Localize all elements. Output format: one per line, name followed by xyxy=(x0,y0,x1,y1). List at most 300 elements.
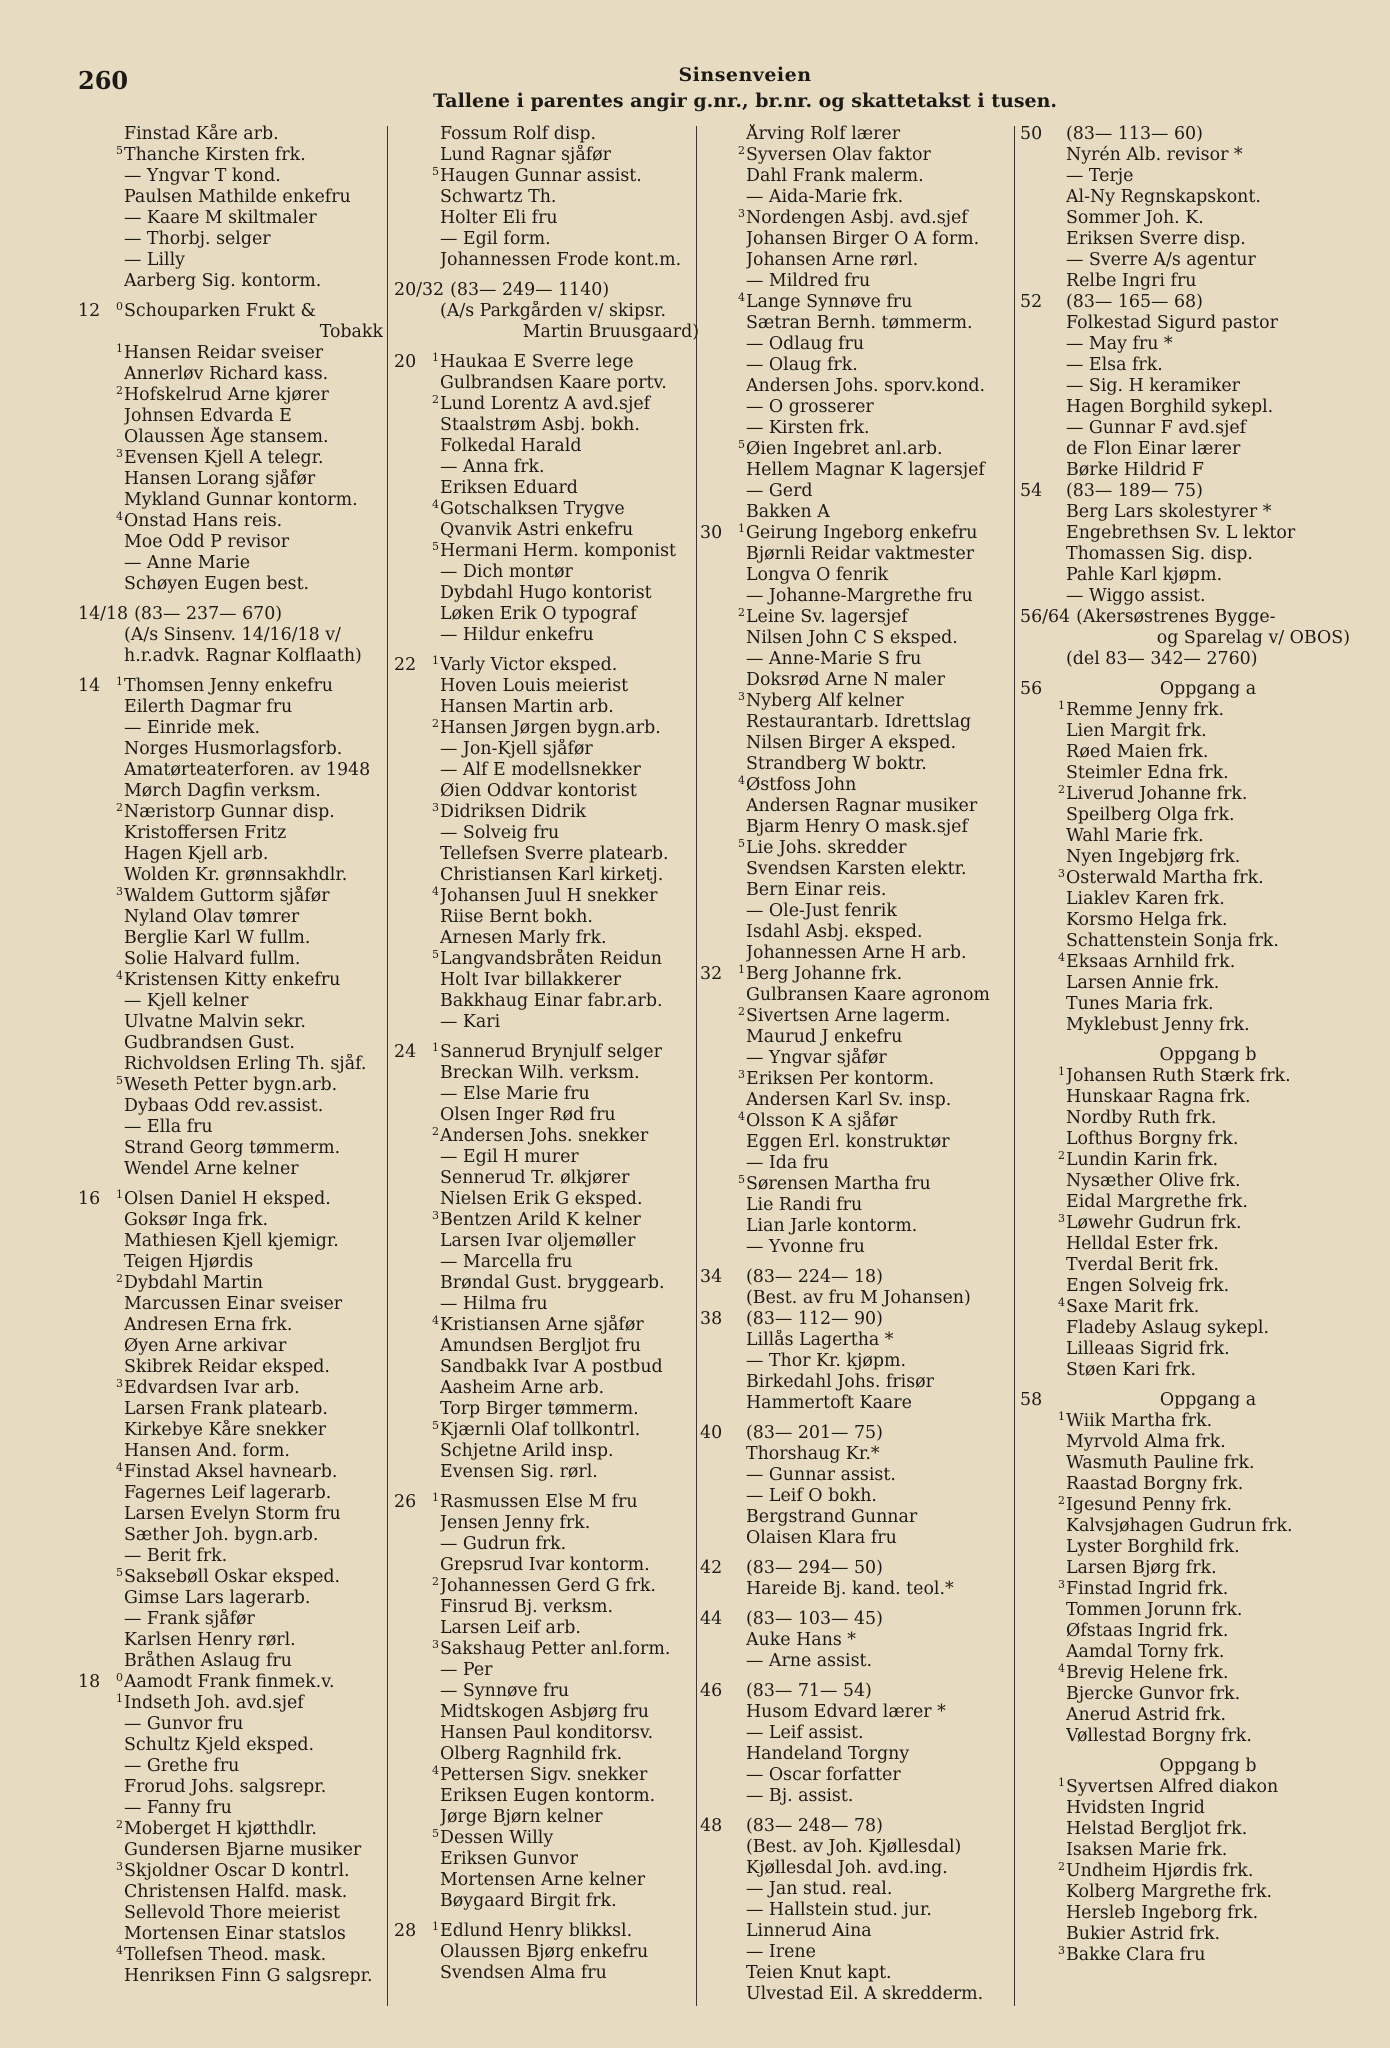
directory-entry xyxy=(78,1966,383,1987)
resident-text: — Jan stud. real. xyxy=(746,1879,893,1899)
resident-text: Jensen Jenny frk. xyxy=(440,1513,591,1533)
resident-text: Onstad Hans reis. xyxy=(124,511,283,531)
directory-entry xyxy=(78,781,383,802)
resident-text: Løken Erik O typograf xyxy=(440,604,637,624)
resident-text: Tverdal Berit frk. xyxy=(1066,1255,1219,1275)
directory-entry xyxy=(78,448,383,469)
resident-text: Longva O fenrik xyxy=(746,565,889,585)
directory-entry xyxy=(700,1900,1022,1921)
resident-text: Fladeby Aslaug sykepl. xyxy=(1066,1318,1269,1338)
directory-entry xyxy=(394,823,699,844)
resident-text: Nordby Ruth frk. xyxy=(1066,1108,1217,1128)
resident-text: — Thor Kr. kjøpm. xyxy=(746,1351,907,1371)
directory-entry xyxy=(394,1492,699,1513)
resident-text: Waldem Guttorm sjåfør xyxy=(124,886,330,906)
directory-entry xyxy=(700,1393,1022,1414)
resident-text: Liverud Johanne frk. xyxy=(1066,784,1248,804)
floor-number: 4 xyxy=(738,292,745,304)
resident-text: Richvoldsen Erling Th. sjåf. xyxy=(124,1054,367,1074)
resident-text: Liaklev Karen frk. xyxy=(1066,889,1225,909)
directory-entry xyxy=(700,376,1022,397)
directory-entry xyxy=(394,1660,699,1681)
directory-entry xyxy=(394,520,699,541)
resident-text: Kjøllesdal Joh. avd.ing. xyxy=(746,1858,948,1878)
resident-text: Lillås Lagertha * xyxy=(746,1330,894,1350)
resident-text: Eilerth Dagmar fru xyxy=(124,697,293,717)
directory-entry xyxy=(700,1267,1022,1288)
resident-text: Bjørnli Reidar vaktmester xyxy=(746,544,975,564)
resident-text: Jørge Bjørn kelner xyxy=(440,1807,603,1827)
resident-text: Pahle Karl kjøpm. xyxy=(1066,565,1223,585)
resident-text: — Gunvor fru xyxy=(124,1714,244,1734)
directory-entry xyxy=(394,907,699,928)
floor-number: 1 xyxy=(432,1042,439,1054)
resident-text: Moe Odd P revisor xyxy=(124,532,290,552)
directory-entry xyxy=(78,1546,383,1567)
resident-text: — Marcella fru xyxy=(440,1252,573,1272)
directory-entry xyxy=(78,1336,383,1357)
resident-text: Fossum Rolf disp. xyxy=(440,124,597,144)
house-number: 38 xyxy=(700,1309,723,1329)
resident-text: Johannessen Gerd G frk. xyxy=(440,1576,656,1596)
directory-entry xyxy=(700,880,1022,901)
directory-entry xyxy=(700,1786,1022,1807)
resident-text: Pettersen Sigv. snekker xyxy=(440,1765,648,1785)
resident-text: (83— 294— 50) xyxy=(746,1558,883,1578)
directory-entry xyxy=(78,1378,383,1399)
resident-text: Grepsrud Ivar kontorm. xyxy=(440,1555,650,1575)
directory-entry xyxy=(78,1315,383,1336)
resident-text: Johansen Birger O A form. xyxy=(746,229,980,249)
directory-entry xyxy=(1020,1171,1350,1192)
directory-entry xyxy=(394,373,699,394)
directory-entry xyxy=(1020,355,1350,376)
resident-text: Bjercke Gunvor frk. xyxy=(1066,1684,1241,1704)
resident-text: Gudbrandsen Gust. xyxy=(124,1033,295,1053)
directory-entry xyxy=(700,796,1022,817)
directory-entry xyxy=(78,949,383,970)
directory-entry xyxy=(700,1423,1022,1444)
resident-text: Eriksen Sverre disp. xyxy=(1066,229,1246,249)
resident-text: — May fru * xyxy=(1066,334,1173,354)
directory-entry xyxy=(700,1723,1022,1744)
resident-text: — Ella fru xyxy=(124,1117,213,1137)
floor-number: 2 xyxy=(738,607,745,619)
resident-text: — Sig. H keramiker xyxy=(1066,376,1240,396)
resident-text: (Akersøstrenes Bygge- xyxy=(1076,607,1276,627)
house-number: 26 xyxy=(394,1492,417,1512)
directory-entry xyxy=(1020,931,1350,952)
directory-entry xyxy=(78,385,383,406)
directory-entry xyxy=(394,124,699,145)
directory-entry xyxy=(700,1309,1022,1330)
directory-entry xyxy=(1020,889,1350,910)
resident-text: (83— 224— 18) xyxy=(746,1267,883,1287)
resident-text: Schøyen Eugen best. xyxy=(124,574,310,594)
resident-text: Lie Randi fru xyxy=(746,1195,863,1215)
resident-text: Lofthus Borgny frk. xyxy=(1066,1129,1239,1149)
resident-text: Olaisen Klara fru xyxy=(746,1528,897,1548)
floor-number: 5 xyxy=(432,949,439,961)
directory-entry xyxy=(394,1765,699,1786)
directory-entry xyxy=(700,1027,1022,1048)
resident-text: Mørch Dagfin verksm. xyxy=(124,781,321,801)
resident-text: Engen Solveig frk. xyxy=(1066,1276,1230,1296)
directory-entry xyxy=(1020,1129,1350,1150)
resident-text: — Anne Marie xyxy=(124,553,251,573)
section-gap xyxy=(394,646,699,655)
resident-text: Sæther Joh. bygn.arb. xyxy=(124,1525,319,1545)
resident-text: Henriksen Finn G salgsrepr. xyxy=(124,1966,373,1986)
resident-text: Wendel Arne kelner xyxy=(124,1159,299,1179)
directory-entry xyxy=(78,553,383,574)
directory-entry xyxy=(1020,544,1350,565)
directory-entry xyxy=(394,1891,699,1912)
house-number: 32 xyxy=(700,964,723,984)
directory-entry xyxy=(1020,1621,1350,1642)
directory-entry xyxy=(1020,1882,1350,1903)
directory-entry xyxy=(1020,1516,1350,1537)
directory-entry xyxy=(700,1651,1022,1672)
directory-entry xyxy=(700,586,1022,607)
resident-text: — Kari xyxy=(440,1012,501,1032)
floor-number: 0 xyxy=(116,301,123,313)
directory-entry xyxy=(700,943,1022,964)
resident-text: Brøndal Gust. bryggearb. xyxy=(440,1273,665,1293)
floor-number: 2 xyxy=(432,1576,439,1588)
directory-entry xyxy=(394,1828,699,1849)
directory-entry xyxy=(1020,376,1350,397)
directory-entry xyxy=(1020,292,1350,313)
resident-text: Rasmussen Else M fru xyxy=(440,1492,638,1512)
directory-entry xyxy=(78,1882,383,1903)
directory-entry xyxy=(700,628,1022,649)
resident-text: Johnsen Edvarda E xyxy=(124,406,292,426)
directory-entry xyxy=(78,1777,383,1798)
house-number: 50 xyxy=(1020,124,1043,144)
directory-entry xyxy=(78,1525,383,1546)
resident-text: Isdahl Asbj. eksped. xyxy=(746,922,923,942)
directory-entry xyxy=(1020,1840,1350,1861)
directory-entry xyxy=(394,1555,699,1576)
directory-entry xyxy=(394,1294,699,1315)
directory-entry xyxy=(78,1504,383,1525)
resident-text: (A/s Parkgården v/ skipsr. xyxy=(440,301,666,321)
directory-entry xyxy=(394,478,699,499)
directory-entry xyxy=(700,166,1022,187)
resident-text: Hersleb Ingeborg frk. xyxy=(1066,1903,1259,1923)
directory-entry xyxy=(1020,868,1350,889)
resident-text: Hvidsten Ingrid xyxy=(1066,1798,1205,1818)
directory-entry xyxy=(700,1153,1022,1174)
floor-number: 2 xyxy=(1058,1150,1065,1162)
directory-entry xyxy=(700,1879,1022,1900)
resident-text: Sandbakk Ivar A postbud xyxy=(440,1357,663,1377)
directory-entry xyxy=(1020,847,1350,868)
resident-text: Lie Johs. skredder xyxy=(746,838,907,858)
resident-text: — Mildred fru xyxy=(746,271,871,291)
floor-number: 0 xyxy=(116,1672,123,1684)
resident-text: Gimse Lars lagerarb. xyxy=(124,1588,311,1608)
directory-entry xyxy=(1020,1108,1350,1129)
directory-entry xyxy=(1020,460,1350,481)
floor-number: 4 xyxy=(1058,1297,1065,1309)
directory-entry xyxy=(1020,910,1350,931)
resident-text: — Fanny fru xyxy=(124,1798,232,1818)
resident-text: Husom Edvard lærer * xyxy=(746,1702,946,1722)
resident-text: Paulsen Mathilde enkefru xyxy=(124,187,351,207)
resident-text: (83— 165— 68) xyxy=(1066,292,1203,312)
resident-text: Johannessen Frode kont.m. xyxy=(440,250,682,270)
directory-entry xyxy=(394,1849,699,1870)
directory-entry xyxy=(700,985,1022,1006)
directory-entry xyxy=(78,1033,383,1054)
directory-entry xyxy=(1020,742,1350,763)
section-gap xyxy=(78,595,383,604)
directory-entry xyxy=(394,991,699,1012)
resident-text: Undheim Hjørdis frk. xyxy=(1066,1861,1254,1881)
floor-number: 1 xyxy=(432,352,439,364)
directory-entry xyxy=(394,208,699,229)
resident-text: Torp Birger tømmerm. xyxy=(440,1399,639,1419)
directory-entry xyxy=(78,739,383,760)
resident-text: Auke Hans * xyxy=(746,1630,856,1650)
directory-entry xyxy=(78,469,383,490)
directory-entry xyxy=(394,802,699,823)
directory-entry xyxy=(700,1195,1022,1216)
resident-text: Lund Ragnar sjåfør xyxy=(440,145,611,165)
resident-text: (83— 71— 54) xyxy=(746,1681,872,1701)
resident-text: Kirkebye Kåre snekker xyxy=(124,1420,327,1440)
directory-entry xyxy=(1020,1411,1350,1432)
resident-text: Engebrethsen Sv. L lektor xyxy=(1066,523,1296,543)
resident-text: Helldal Ester frk. xyxy=(1066,1234,1219,1254)
directory-entry xyxy=(78,1903,383,1924)
directory-entry xyxy=(78,301,383,322)
directory-entry xyxy=(700,523,1022,544)
resident-text: Aamodt Frank finmek.v. xyxy=(124,1672,335,1692)
directory-entry xyxy=(78,1441,383,1462)
resident-text: (83— 103— 45) xyxy=(746,1609,883,1629)
directory-entry xyxy=(394,1786,699,1807)
resident-text: Karlsen Henry rørl. xyxy=(124,1630,296,1650)
resident-text: Folkestad Sigurd pastor xyxy=(1066,313,1278,333)
directory-entry xyxy=(394,1420,699,1441)
resident-text: Strand Georg tømmerm. xyxy=(124,1138,341,1158)
directory-entry xyxy=(394,1084,699,1105)
directory-entry xyxy=(700,1984,1022,2005)
floor-number: 5 xyxy=(432,541,439,553)
directory-entry xyxy=(1020,124,1350,145)
resident-text: Gulbrandsen Kaare portv. xyxy=(440,373,667,393)
floor-number: 1 xyxy=(432,1921,439,1933)
resident-text: Mortensen Arne kelner xyxy=(440,1870,646,1890)
directory-entry xyxy=(394,415,699,436)
resident-text: Restaurantarb. Idrettslag xyxy=(746,712,972,732)
resident-text: Oppgang a xyxy=(1159,679,1257,699)
directory-entry xyxy=(700,229,1022,250)
directory-entry xyxy=(78,928,383,949)
resident-text: Amundsen Bergljot fru xyxy=(440,1336,641,1356)
resident-text: (del 83— 342— 2760) xyxy=(1066,649,1258,669)
directory-entry xyxy=(78,1231,383,1252)
directory-entry xyxy=(78,1210,383,1231)
directory-entry xyxy=(394,1462,699,1483)
directory-entry xyxy=(78,124,383,145)
directory-entry xyxy=(700,187,1022,208)
house-number: 28 xyxy=(394,1921,417,1941)
resident-text: Olberg Ragnhild frk. xyxy=(440,1744,623,1764)
directory-entry xyxy=(1020,166,1350,187)
resident-text: Bråthen Aslaug fru xyxy=(124,1651,292,1671)
resident-text: Sørensen Martha fru xyxy=(746,1174,931,1194)
resident-text: Svendsen Alma fru xyxy=(440,1963,607,1983)
resident-text: Midtskogen Asbjørg fru xyxy=(440,1702,649,1722)
resident-text: — Olaug frk. xyxy=(746,355,858,375)
resident-text: Indseth Joh. avd.sjef xyxy=(124,1693,304,1713)
resident-text: Gulbransen Kaare agronom xyxy=(746,985,990,1005)
resident-text: Ulvatne Malvin sekr. xyxy=(124,1012,306,1032)
resident-text: Nysæther Olive frk. xyxy=(1066,1171,1241,1191)
directory-entry xyxy=(78,322,383,343)
resident-text: Helstad Bergljot frk. xyxy=(1066,1819,1248,1839)
resident-text: (83— 189— 75) xyxy=(1066,481,1203,501)
resident-text: Bern Einar reis. xyxy=(746,880,887,900)
resident-text: Børke Hildrid F xyxy=(1066,460,1204,480)
floor-number: 5 xyxy=(432,166,439,178)
directory-entry xyxy=(394,1210,699,1231)
floor-number: 3 xyxy=(116,1378,123,1390)
directory-entry xyxy=(394,1441,699,1462)
directory-entry xyxy=(78,1609,383,1630)
resident-text: Finstad Kåre arb. xyxy=(124,124,279,144)
resident-text: Anerud Astrid frk. xyxy=(1066,1705,1227,1725)
resident-text: — Yvonne fru xyxy=(746,1237,865,1257)
directory-entry xyxy=(78,844,383,865)
floor-number: 1 xyxy=(738,964,745,976)
directory-entry xyxy=(394,970,699,991)
resident-text: Schattenstein Sonja frk. xyxy=(1066,931,1279,951)
directory-entry xyxy=(78,1273,383,1294)
resident-text: Lundin Karin frk. xyxy=(1066,1150,1219,1170)
resident-text: Relbe Ingri fru xyxy=(1066,271,1197,291)
floor-number: 5 xyxy=(738,439,745,451)
directory-entry xyxy=(394,1513,699,1534)
directory-entry xyxy=(394,541,699,562)
floor-number: 2 xyxy=(432,394,439,406)
directory-entry xyxy=(78,1924,383,1945)
resident-text: Andersen Ragnar musiker xyxy=(746,796,978,816)
resident-text: Berg Johanne frk. xyxy=(746,964,903,984)
directory-entry xyxy=(394,1963,699,1984)
resident-text: Sannerud Brynjulf selger xyxy=(440,1042,662,1062)
directory-entry xyxy=(78,1483,383,1504)
resident-text: — Kjell kelner xyxy=(124,991,249,1011)
house-number: 12 xyxy=(78,301,101,321)
directory-entry xyxy=(700,649,1022,670)
resident-text: Tobakk xyxy=(319,322,383,342)
resident-text: Annerløv Richard kass. xyxy=(124,364,329,384)
resident-text: Hansen Martin arb. xyxy=(440,697,614,717)
directory-entry xyxy=(78,364,383,385)
resident-text: — Elsa frk. xyxy=(1066,355,1163,375)
directory-entry xyxy=(78,1159,383,1180)
section-gap xyxy=(700,1549,1022,1558)
resident-text: Lian Jarle kontorm. xyxy=(746,1216,918,1236)
floor-number: 2 xyxy=(116,1819,123,1831)
directory-entry xyxy=(1020,586,1350,607)
directory-entry xyxy=(78,1096,383,1117)
floor-number: 3 xyxy=(1058,1213,1065,1225)
resident-text: Tellefsen Sverre platearb. xyxy=(440,844,669,864)
resident-text: (83— 248— 78) xyxy=(746,1816,883,1836)
directory-entry xyxy=(1020,439,1350,460)
resident-text: Larsen Ivar oljemøller xyxy=(440,1231,636,1251)
directory-entry xyxy=(78,1567,383,1588)
resident-text: — Hallstein stud. jur. xyxy=(746,1900,932,1920)
directory-entry xyxy=(1020,145,1350,166)
directory-entry xyxy=(78,166,383,187)
resident-text: Bakkhaug Einar fabr.arb. xyxy=(440,991,663,1011)
directory-entry xyxy=(700,1237,1022,1258)
directory-entry xyxy=(1020,1705,1350,1726)
directory-entry xyxy=(394,949,699,970)
resident-text: de Flon Einar lærer xyxy=(1066,439,1241,459)
directory-entry xyxy=(700,1579,1022,1600)
directory-entry xyxy=(394,322,699,343)
page-subtitle: Tallene i parentes angir g.nr., br.nr. og skattetakst i tusen. xyxy=(432,90,1058,112)
resident-text: — Kaare M skiltmaler xyxy=(124,208,317,228)
floor-number: 2 xyxy=(432,1126,439,1138)
section-gap xyxy=(394,343,699,352)
floor-number: 3 xyxy=(432,802,439,814)
directory-entry xyxy=(700,691,1022,712)
directory-entry xyxy=(1020,649,1350,670)
resident-text: Kjærnli Olaf tollkontrl. xyxy=(440,1420,641,1440)
resident-text: Martin Bruusgaard) xyxy=(522,322,699,342)
resident-text: Bøygaard Birgit frk. xyxy=(440,1891,617,1911)
house-number: 58 xyxy=(1020,1390,1043,1410)
house-number: 52 xyxy=(1020,292,1043,312)
directory-entry xyxy=(78,343,383,364)
resident-text: Schultz Kjeld eksped. xyxy=(124,1735,315,1755)
resident-text: Mykland Gunnar kontorm. xyxy=(124,490,358,510)
resident-text: Østfoss John xyxy=(746,775,857,795)
resident-text: Strandberg W boktr. xyxy=(746,754,927,774)
resident-text: Weseth Petter bygn.arb. xyxy=(124,1075,338,1095)
directory-entry xyxy=(1020,1903,1350,1924)
house-number: 40 xyxy=(700,1423,723,1443)
resident-text: — Hildur enkefru xyxy=(440,625,594,645)
directory-entry xyxy=(1020,229,1350,250)
directory-entry xyxy=(78,907,383,928)
resident-text: Tollefsen Theod. mask. xyxy=(124,1945,327,1965)
directory-entry xyxy=(394,166,699,187)
directory-entry xyxy=(394,625,699,646)
resident-text: Larsen Frank platearb. xyxy=(124,1399,328,1419)
floor-number: 4 xyxy=(116,1462,123,1474)
floor-number: 1 xyxy=(116,343,123,355)
directory-entry xyxy=(1020,334,1350,355)
resident-text: — Gudrun frk. xyxy=(440,1534,567,1554)
floor-number: 2 xyxy=(1058,1495,1065,1507)
directory-entry xyxy=(394,1597,699,1618)
floor-number: 2 xyxy=(432,718,439,730)
resident-text: — Ida fru xyxy=(746,1153,829,1173)
floor-number: 4 xyxy=(432,499,439,511)
directory-entry xyxy=(394,1168,699,1189)
directory-entry xyxy=(394,1534,699,1555)
